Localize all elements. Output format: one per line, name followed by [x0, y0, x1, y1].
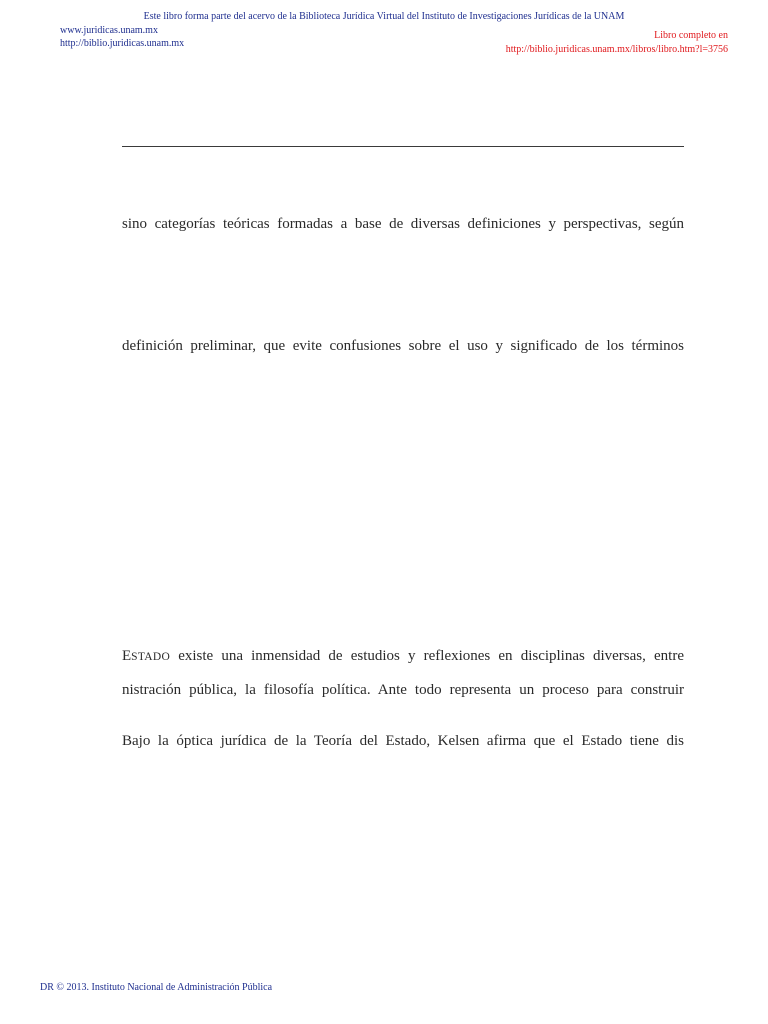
copyright-footer: DR © 2013. Instituto Nacional de Administración Pública	[40, 982, 273, 993]
horizontal-rule	[122, 146, 684, 147]
library-notice: Este libro forma parte del acervo de la Biblioteca Jurídica Virtual del Instituto de Investigaciones Jurídicas de la UNAM	[143, 11, 625, 22]
body-text-line	[122, 646, 684, 667]
body-text-line: sino categorías teóricas formadas a base de diversas definiciones y perspectivas, según	[122, 216, 684, 232]
site-link-juridicas[interactable]: www.juridicas.unam.mx	[60, 25, 158, 36]
body-text-line: nistración pública, la filosofía política. Ante todo representa un proceso para construir	[122, 682, 684, 698]
smallcaps-initial: E	[122, 648, 132, 664]
site-link-biblio[interactable]: http://biblio.juridicas.unam.mx	[60, 38, 185, 49]
body-text-line: definición preliminar, que evite confusiones sobre el uso y significado de los términos	[122, 338, 684, 354]
body-text-span: existe una inmensidad de estudios y reflexiones en disciplinas diversas, entre	[170, 648, 684, 664]
full-book-label: Libro completo en	[654, 30, 728, 41]
smallcaps-word: STADO	[131, 651, 171, 663]
full-book-link[interactable]: http://biblio.juridicas.unam.mx/libros/libro.htm?l=3756	[505, 44, 728, 55]
body-text-line: Bajo la óptica jurídica de la Teoría del Estado, Kelsen afirma que el Estado tiene dis	[122, 733, 684, 749]
